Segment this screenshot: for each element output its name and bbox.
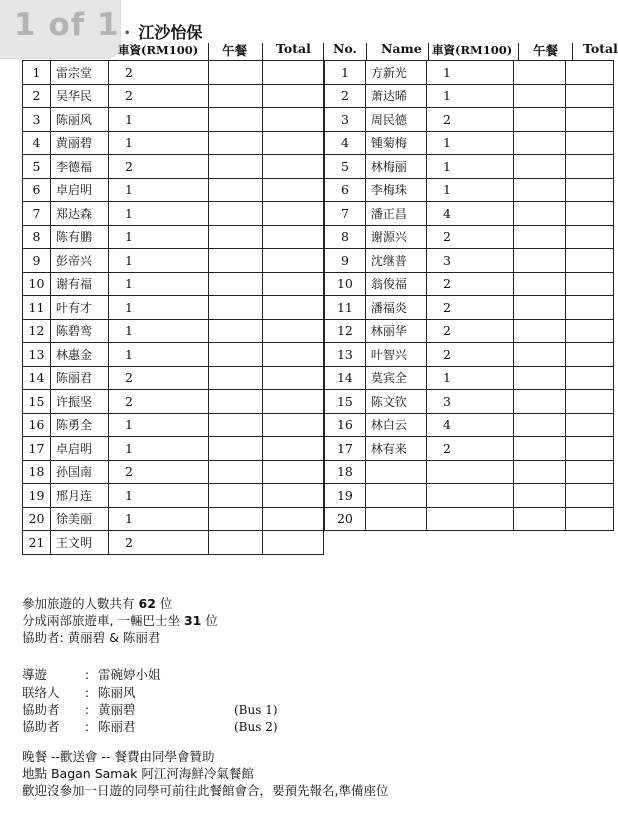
table-row: [23, 155, 324, 179]
row-total: [565, 343, 613, 367]
row-total: [565, 437, 613, 461]
row-lunch: [209, 460, 263, 484]
right-header-total: Total: [583, 41, 618, 56]
row-number: 4: [325, 131, 366, 155]
row-name: [365, 507, 426, 531]
row-name: 彭帝兴: [51, 249, 109, 273]
row-name: 陈文钦: [365, 390, 426, 414]
table-row: [325, 484, 614, 508]
row-fare: 1: [109, 225, 209, 249]
row-fare: 1: [109, 484, 209, 508]
table-row: [23, 131, 324, 155]
row-lunch: [514, 343, 566, 367]
table-row: [23, 225, 324, 249]
row-total: [565, 366, 613, 390]
row-total: [565, 460, 613, 484]
row-number: 19: [23, 484, 51, 508]
row-total: [263, 484, 324, 508]
row-name: 陈丽君: [51, 366, 109, 390]
row-fare: 2: [109, 366, 209, 390]
row-number: 19: [325, 484, 366, 508]
dinner-block: [22, 748, 388, 799]
row-lunch: [514, 225, 566, 249]
row-fare: 1: [109, 507, 209, 531]
table-row: [23, 249, 324, 273]
row-name: 沈继普: [365, 249, 426, 273]
row-fare: 1: [426, 155, 513, 179]
row-name: 李德福: [51, 155, 109, 179]
row-name: 陈丽风: [51, 108, 109, 132]
row-name: 陈勇全: [51, 413, 109, 437]
row-name: 莫宾全: [365, 366, 426, 390]
row-number: 8: [23, 225, 51, 249]
table-row: [23, 390, 324, 414]
right-header-no: No.: [333, 41, 357, 56]
table-row: [325, 319, 614, 343]
row-number: 1: [23, 61, 51, 85]
table-row: [23, 84, 324, 108]
row-name: 李梅珠: [365, 178, 426, 202]
table-row: [23, 366, 324, 390]
row-number: 11: [23, 296, 51, 320]
row-lunch: [209, 507, 263, 531]
row-total: [263, 108, 324, 132]
table-row: [325, 61, 614, 85]
row-name: 雷宗堂: [51, 61, 109, 85]
row-fare: 2: [426, 319, 513, 343]
right-header-name: Name: [381, 41, 422, 56]
row-number: 6: [23, 178, 51, 202]
dinner-invite-line: 歡迎沒參加一日遊的同學可前往此餐館會合，要預先報名,準備座位: [22, 783, 389, 798]
row-name: 王文明: [51, 531, 109, 555]
row-lunch: [209, 178, 263, 202]
row-fare: 1: [109, 437, 209, 461]
table-row: [325, 390, 614, 414]
row-fare: 2: [426, 272, 513, 296]
row-name: 叶智兴: [365, 343, 426, 367]
row-fare: 4: [426, 413, 513, 437]
row-fare: 2: [109, 531, 209, 555]
row-total: [565, 272, 613, 296]
table-row: [325, 202, 614, 226]
row-name: 吴华民: [51, 84, 109, 108]
row-name: 卓启明: [51, 437, 109, 461]
row-lunch: [209, 343, 263, 367]
row-number: 11: [325, 296, 366, 320]
row-total: [263, 296, 324, 320]
table-row: [23, 202, 324, 226]
row-name: 谢有福: [51, 272, 109, 296]
table-row: [325, 507, 614, 531]
page-indicator-badge: [0, 0, 120, 58]
role-label: 協助者: [22, 719, 60, 734]
table-row: [23, 460, 324, 484]
table-row: [325, 178, 614, 202]
bullet-icon: •: [124, 28, 131, 39]
row-name: 邢月连: [51, 484, 109, 508]
row-fare: 2: [426, 108, 513, 132]
row-fare: 1: [109, 131, 209, 155]
role-colon: :: [84, 719, 90, 734]
row-lunch: [209, 484, 263, 508]
table-row: [23, 108, 324, 132]
row-number: 5: [325, 155, 366, 179]
row-fare: 1: [426, 178, 513, 202]
row-number: 2: [23, 84, 51, 108]
row-name: 林白云: [365, 413, 426, 437]
role-colon: :: [84, 667, 90, 682]
row-number: 16: [325, 413, 366, 437]
row-number: 8: [325, 225, 366, 249]
row-fare: 2: [109, 84, 209, 108]
row-fare: 2: [109, 390, 209, 414]
row-lunch: [209, 272, 263, 296]
row-total: [263, 437, 324, 461]
row-lunch: [209, 366, 263, 390]
row-name: 林惠金: [51, 343, 109, 367]
role-row: [22, 717, 278, 735]
row-total: [565, 484, 613, 508]
role-bus: (Bus 1): [234, 703, 278, 717]
row-fare: 2: [426, 225, 513, 249]
row-name: 林丽华: [365, 319, 426, 343]
row-fare: 1: [109, 202, 209, 226]
row-total: [263, 61, 324, 85]
role-colon: :: [84, 702, 90, 717]
row-lunch: [209, 390, 263, 414]
row-name: 卓启明: [51, 178, 109, 202]
row-fare: 2: [109, 460, 209, 484]
row-lunch: [209, 437, 263, 461]
row-total: [565, 84, 613, 108]
row-name: 黄丽碧: [51, 131, 109, 155]
table-row: [325, 460, 614, 484]
row-total: [565, 155, 613, 179]
row-fare: 1: [426, 61, 513, 85]
header-divider: [518, 43, 519, 60]
row-lunch: [209, 202, 263, 226]
row-number: 20: [23, 507, 51, 531]
table-row: [23, 484, 324, 508]
row-fare: 4: [426, 202, 513, 226]
row-total: [263, 413, 324, 437]
row-number: 3: [23, 108, 51, 132]
header-divider: [262, 43, 263, 60]
row-lunch: [209, 155, 263, 179]
row-total: [263, 460, 324, 484]
role-label: 導遊: [22, 667, 48, 682]
row-name: 锺菊梅: [365, 131, 426, 155]
role-colon: :: [84, 685, 90, 700]
helpers-line: 協助者: 黄丽碧 & 陈丽君: [22, 630, 161, 645]
row-total: [565, 131, 613, 155]
row-total: [565, 178, 613, 202]
left-roster-table: [22, 60, 324, 555]
row-lunch: [514, 249, 566, 273]
row-name: 方新光: [365, 61, 426, 85]
row-number: 3: [325, 108, 366, 132]
right-header-fare: 車資(RM100): [432, 43, 513, 57]
role-row: [22, 700, 278, 718]
row-total: [263, 225, 324, 249]
row-lunch: [209, 413, 263, 437]
row-lunch: [209, 296, 263, 320]
row-number: 17: [23, 437, 51, 461]
row-lunch: [209, 319, 263, 343]
header-divider: [428, 43, 429, 60]
row-fare: 1: [109, 272, 209, 296]
row-total: [263, 272, 324, 296]
row-lunch: [514, 61, 566, 85]
row-number: 9: [325, 249, 366, 273]
row-name: 潘正昌: [365, 202, 426, 226]
row-fare: 1: [109, 413, 209, 437]
row-lunch: [209, 131, 263, 155]
row-number: 16: [23, 413, 51, 437]
row-number: 15: [325, 390, 366, 414]
row-number: 20: [325, 507, 366, 531]
row-fare: 2: [109, 61, 209, 85]
row-total: [263, 84, 324, 108]
role-label: 協助者: [22, 702, 60, 717]
row-fare: 1: [426, 131, 513, 155]
row-lunch: [514, 437, 566, 461]
row-total: [263, 155, 324, 179]
row-name: 谢源兴: [365, 225, 426, 249]
row-total: [263, 390, 324, 414]
row-number: 21: [23, 531, 51, 555]
row-number: 9: [23, 249, 51, 273]
row-lunch: [209, 84, 263, 108]
row-name: 徐美丽: [51, 507, 109, 531]
row-name: 许振坚: [51, 390, 109, 414]
row-fare: 1: [109, 108, 209, 132]
table-row: [325, 155, 614, 179]
row-lunch: [514, 178, 566, 202]
role-value: 陈丽君: [98, 719, 136, 734]
table-row: [23, 343, 324, 367]
table-row: [23, 272, 324, 296]
row-total: [565, 390, 613, 414]
row-number: 4: [23, 131, 51, 155]
dinner-location-line: 地點 Bagan Samak 阿江河海鮮冷氣餐館: [22, 766, 254, 781]
left-header-lunch: 午餐: [222, 43, 248, 58]
row-lunch: [209, 249, 263, 273]
row-number: 12: [23, 319, 51, 343]
row-fare: 1: [109, 296, 209, 320]
row-total: [263, 319, 324, 343]
row-total: [565, 249, 613, 273]
row-fare: [426, 484, 513, 508]
row-name: 叶有才: [51, 296, 109, 320]
row-lunch: [514, 296, 566, 320]
table-row: [325, 108, 614, 132]
row-fare: 3: [426, 249, 513, 273]
row-number: 13: [325, 343, 366, 367]
row-number: 18: [325, 460, 366, 484]
row-lunch: [209, 61, 263, 85]
row-number: 17: [325, 437, 366, 461]
row-name: 陈有鹏: [51, 225, 109, 249]
row-name: [365, 484, 426, 508]
row-lunch: [514, 390, 566, 414]
right-header-lunch: 午餐: [533, 43, 559, 58]
row-total: [565, 319, 613, 343]
row-total: [263, 343, 324, 367]
row-fare: 3: [426, 390, 513, 414]
row-lunch: [514, 413, 566, 437]
row-fare: 1: [426, 366, 513, 390]
table-row: [325, 131, 614, 155]
row-name: 林有来: [365, 437, 426, 461]
table-row: [325, 225, 614, 249]
role-bus: (Bus 2): [234, 720, 278, 734]
table-row: [23, 296, 324, 320]
table-row: [325, 366, 614, 390]
table-row: [23, 437, 324, 461]
row-number: 13: [23, 343, 51, 367]
row-number: 6: [325, 178, 366, 202]
row-fare: 1: [109, 249, 209, 273]
row-total: [263, 178, 324, 202]
left-header-fare: 車資(RM100): [118, 43, 199, 57]
page-title-text: 江沙怡保: [138, 23, 203, 42]
row-fare: 1: [426, 84, 513, 108]
row-total: [263, 249, 324, 273]
table-row: [325, 84, 614, 108]
table-row: [325, 296, 614, 320]
page-indicator: 1 of 1: [14, 7, 120, 43]
row-name: 翁俊福: [365, 272, 426, 296]
row-fare: [426, 507, 513, 531]
row-name: 孙国南: [51, 460, 109, 484]
row-total: [263, 366, 324, 390]
page-title: [124, 20, 202, 43]
row-lunch: [209, 531, 263, 555]
participant-count-line: 參加旅遊的人數共有 62 位: [22, 596, 173, 611]
row-name: 周民德: [365, 108, 426, 132]
row-fare: 1: [109, 319, 209, 343]
role-value: 雷碗婷小姐: [98, 667, 161, 682]
row-number: 5: [23, 155, 51, 179]
row-lunch: [209, 225, 263, 249]
row-lunch: [514, 155, 566, 179]
role-value: 陈丽风: [98, 685, 136, 700]
table-row: [325, 272, 614, 296]
row-lunch: [514, 484, 566, 508]
row-fare: 2: [426, 437, 513, 461]
row-total: [263, 202, 324, 226]
row-number: 2: [325, 84, 366, 108]
table-row: [23, 413, 324, 437]
row-lunch: [514, 84, 566, 108]
header-divider: [323, 43, 324, 60]
row-number: 7: [325, 202, 366, 226]
row-fare: [426, 460, 513, 484]
row-lunch: [209, 108, 263, 132]
role-row: [22, 665, 234, 683]
row-lunch: [514, 272, 566, 296]
row-total: [565, 202, 613, 226]
right-roster-table: [324, 60, 614, 531]
row-lunch: [514, 131, 566, 155]
row-name: [365, 460, 426, 484]
table-row: [23, 319, 324, 343]
table-row: [23, 178, 324, 202]
row-lunch: [514, 366, 566, 390]
row-name: 林梅丽: [365, 155, 426, 179]
row-number: 18: [23, 460, 51, 484]
row-total: [263, 531, 324, 555]
row-lunch: [514, 319, 566, 343]
row-number: 1: [325, 61, 366, 85]
table-row: [325, 249, 614, 273]
role-label: 联络人: [22, 685, 60, 700]
row-fare: 2: [426, 343, 513, 367]
header-divider: [572, 43, 573, 60]
row-fare: 2: [109, 155, 209, 179]
row-lunch: [514, 460, 566, 484]
role-row: [22, 683, 234, 701]
row-total: [565, 61, 613, 85]
table-row: [23, 531, 324, 555]
table-row: [325, 413, 614, 437]
row-name: 萧达晞: [365, 84, 426, 108]
table-row: [325, 437, 614, 461]
row-total: [263, 131, 324, 155]
row-name: 潘福炎: [365, 296, 426, 320]
row-number: 14: [325, 366, 366, 390]
row-number: 12: [325, 319, 366, 343]
row-number: 10: [325, 272, 366, 296]
row-fare: 1: [109, 178, 209, 202]
row-fare: 2: [426, 296, 513, 320]
row-total: [565, 296, 613, 320]
row-number: 14: [23, 366, 51, 390]
row-total: [565, 225, 613, 249]
row-total: [565, 507, 613, 531]
table-row: [23, 507, 324, 531]
summary-block: [22, 595, 218, 646]
role-value: 黄丽碧: [98, 702, 136, 717]
row-total: [263, 507, 324, 531]
header-divider: [208, 43, 209, 60]
dinner-line: 晚餐 --歡送會 -- 餐費由同學會贊助: [22, 749, 215, 764]
row-name: 郑达森: [51, 202, 109, 226]
row-lunch: [514, 507, 566, 531]
header-divider: [366, 43, 367, 60]
left-header-total: Total: [276, 41, 311, 56]
row-number: 15: [23, 390, 51, 414]
row-total: [565, 413, 613, 437]
row-lunch: [514, 202, 566, 226]
row-number: 7: [23, 202, 51, 226]
bus-split-line: 分成兩部旅遊車, 一輛巴士坐 31 位: [22, 613, 218, 628]
row-total: [565, 108, 613, 132]
row-number: 10: [23, 272, 51, 296]
row-name: 陈碧鸾: [51, 319, 109, 343]
table-row: [23, 61, 324, 85]
row-fare: 1: [109, 343, 209, 367]
row-lunch: [514, 108, 566, 132]
table-row: [325, 343, 614, 367]
